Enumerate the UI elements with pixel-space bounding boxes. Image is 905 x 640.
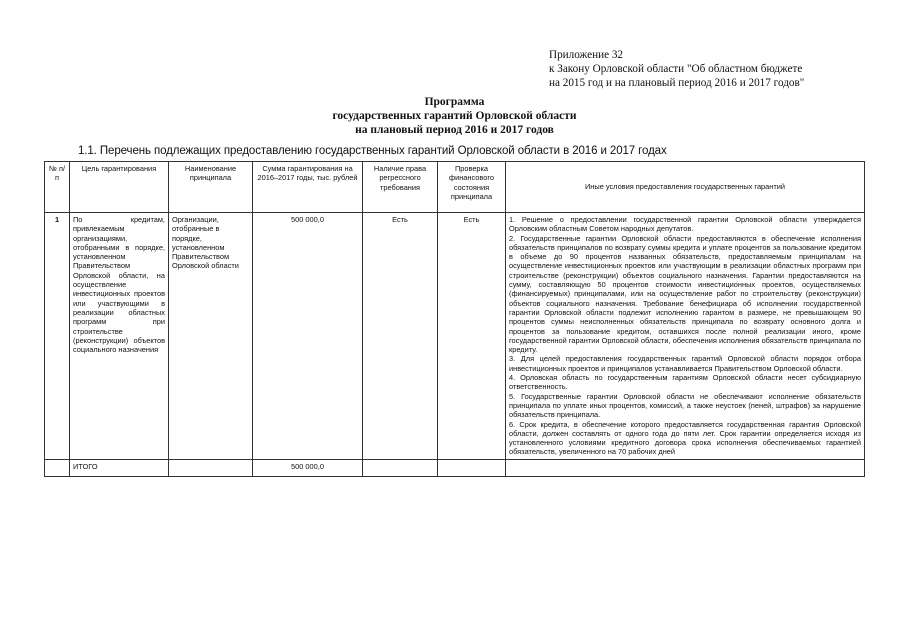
cell-check: Есть — [438, 213, 506, 460]
header-conditions: Иные условия предоставления государственных гарантий — [506, 162, 865, 213]
table-row — [45, 213, 865, 460]
guarantees-table — [44, 161, 865, 477]
total-principal-cell — [169, 459, 253, 476]
table-total-row — [45, 459, 865, 476]
total-check-cell — [438, 459, 506, 476]
appendix-header — [549, 48, 869, 90]
appendix-line-3: на 2015 год и на плановый период 2016 и 2017 годов" — [549, 77, 805, 89]
total-regress-cell — [363, 459, 438, 476]
header-regress: Наличие права регрессного требования — [363, 162, 438, 213]
header-check: Проверка финансового состояния принципала — [438, 162, 506, 213]
total-conditions-cell — [506, 459, 865, 476]
total-amount: 500 000,0 — [253, 459, 363, 476]
header-principal: Наименование принципала — [169, 162, 253, 213]
cell-conditions — [506, 213, 865, 460]
table-header-row — [45, 162, 865, 213]
title-line-3: на плановый период 2016 и 2017 годов — [355, 124, 554, 136]
cell-principal: Организации, отобранные в порядке, установленном Правительством Орловской области — [169, 213, 253, 460]
header-amount: Сумма гарантирования на 2016–2017 годы, тыс. рублей — [253, 162, 363, 213]
section-title: 1.1. Перечень подлежащих предоставлению государственных гарантий Орловской области в 2016 и 2017 годах — [78, 145, 667, 157]
header-num: № п/п — [45, 162, 70, 213]
condition-item-1: 1. Решение о предоставлении государственной гарантии Орловской области утверждается Орловским областным Советом народных депутатов. — [509, 215, 861, 234]
header-purpose: Цель гарантирования — [70, 162, 169, 213]
condition-item-6: 6. Срок кредита, в обеспечение которого предоставляется государственная гарантия Орловской области, должен составлять от одного года до пяти лет. Срок гарантии определяется исходя из установленного условиями кредитного договора срока исполнения обеспечиваемых гарантией обязательств, увеличенного на 70 рабочих дней — [509, 419, 861, 457]
condition-item-3: 3. Для целей предоставления государственных гарантий Орловской области порядок отбора инвестиционных проектов и принципалов устанавливается Правительством Орловской области. — [509, 354, 861, 373]
document-title — [0, 95, 905, 137]
cell-amount: 500 000,0 — [253, 213, 363, 460]
appendix-line-2: к Закону Орловской области "Об областном бюджете — [549, 63, 803, 75]
cell-num: 1 — [45, 213, 70, 460]
title-line-2: государственных гарантий Орловской области — [332, 110, 577, 122]
appendix-line-1: Приложение 32 — [549, 49, 624, 61]
condition-item-4: 4. Орловская область по государственным гарантиям Орловской области несет субсидиарную ответственность. — [509, 373, 861, 392]
condition-item-5: 5. Государственные гарантии Орловской области не обеспечивают исполнение обязательств принципала по уплате иных процентов, комиссий, а также неустоек (пеней, штрафов) за нарушение обязательств принципала. — [509, 391, 861, 420]
cell-regress: Есть — [363, 213, 438, 460]
total-label: ИТОГО — [70, 459, 169, 476]
cell-purpose: По кредитам, привлекаемым организациями, отобранными в порядке, установленном Правительством Орловской области, на осуществление инвестиционных проектов или участвующими в реализации областных программ при строительстве (реконструкции) объектов социального назначения — [70, 213, 169, 460]
condition-item-2: 2. Государственные гарантии Орловской области предоставляются в обеспечение исполнения обязательств принципалов по возврату суммы кредита и уплате процентов за пользование кредитом в объеме до 90 процентов названных обязательств, предоставляемым принципалам на осуществление инвестиционных проектов или участвующим в реализации областных программ при строительстве (реконструкции) объектов социального назначения. Гарантии предоставляются на сумму, составляющую 50 процентов стоимости инвестиционных проектов, осуществляемых (финансируемых) принципалами, или на осуществление работ по строительству (реконструкции) объектов социального назначения. Требование бенефициара об исполнении государственной гарантии Орловской области подлежит исполнению гарантом в размере, не превышающем 90 процентов суммы неисполненных обязательств принципала по возврату основного долга и процентов за пользование кредитом, оставшихся после полной реализации иного, кроме государственной гарантии Орловской области, обеспечения исполнения обязательств принципала по кредиту. — [509, 233, 861, 355]
total-num-cell — [45, 459, 70, 476]
title-line-1: Программа — [424, 96, 485, 108]
